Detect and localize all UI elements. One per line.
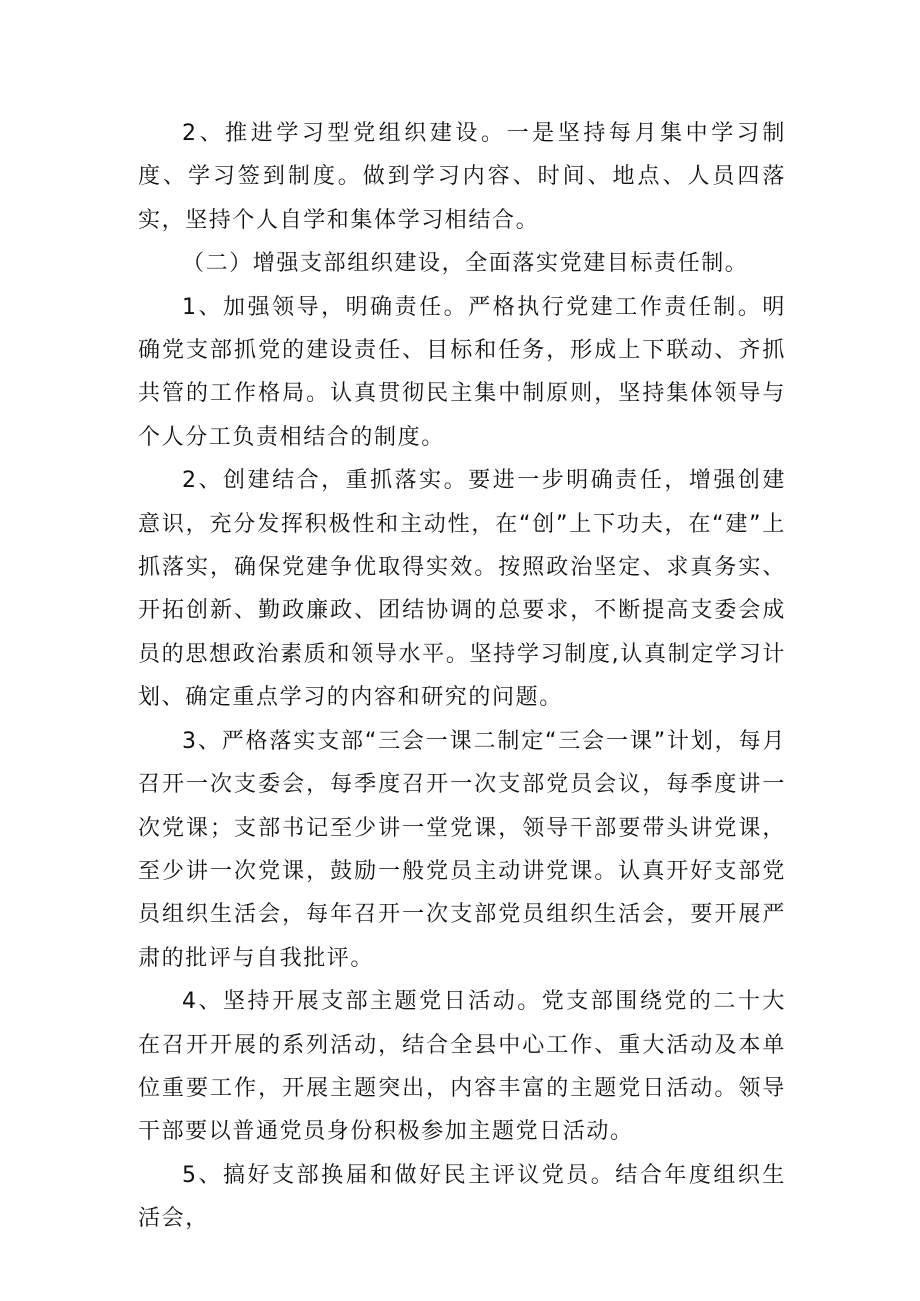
paragraph-study-party-building: 2、推进学习型党组织建设。一是坚持每月集中学习制度、学习签到制度。做到学习内容、时间、地点、人员四落实，坚持个人自学和集体学习相结合。 xyxy=(138,121,786,233)
paragraph-three-meetings-one-lesson: 3、严格落实支部“三会一课二制定“三会一课”计划，每月召开一次支委会，每季度召开一次支部党员会议，每季度讲一次党课；支部书记至少讲一堂党课，领导干部要带头讲党课，至少讲一次党课，鼓励一般党员主动讲党课。认真开好支部党员组织生活会，每年召开一次支部党员组织生活会，要开展严肃的批评与自我批评。 xyxy=(138,728,786,971)
paragraph-theme-party-day: 4、坚持开展支部主题党日活动。党支部围绕党的二十大在召开开展的系列活动，结合全县中心工作、重大活动及本单位重要工作，开展主题突出，内容丰富的主题党日活动。领导干部要以普通党员身份积极参加主题党日活动。 xyxy=(138,989,786,1145)
section-heading-branch-organization: （二）增强支部组织建设，全面落实党建目标责任制。 xyxy=(182,251,749,277)
paragraph-creation-implementation: 2、创建结合，重抓落实。要进一步明确责任，增强创建意识，充分发挥积极性和主动性，在“创”上下功夫，在“建”上抓落实，确保党建争优取得实效。按照政治坚定、求真务实、开拓创新、勤政廉政、团结协调的总要求，不断提高支委会成员的思想政治素质和领导水平。坚持学习制度,认真制定学习计划、确定重点学习的内容和研究的问题。 xyxy=(138,468,786,711)
paragraph-branch-election: 5、搞好支部换届和做好民主评议党员。结合年度组织生活会， xyxy=(138,1162,786,1232)
paragraph-leadership-responsibility: 1、加强领导，明确责任。严格执行党建工作责任制。明确党支部抓党的建设责任、目标和任务，形成上下联动、齐抓共管的工作格局。认真贯彻民主集中制原则，坚持集体领导与个人分工负责相结合的制度。 xyxy=(138,294,786,450)
document-body xyxy=(138,112,786,1241)
